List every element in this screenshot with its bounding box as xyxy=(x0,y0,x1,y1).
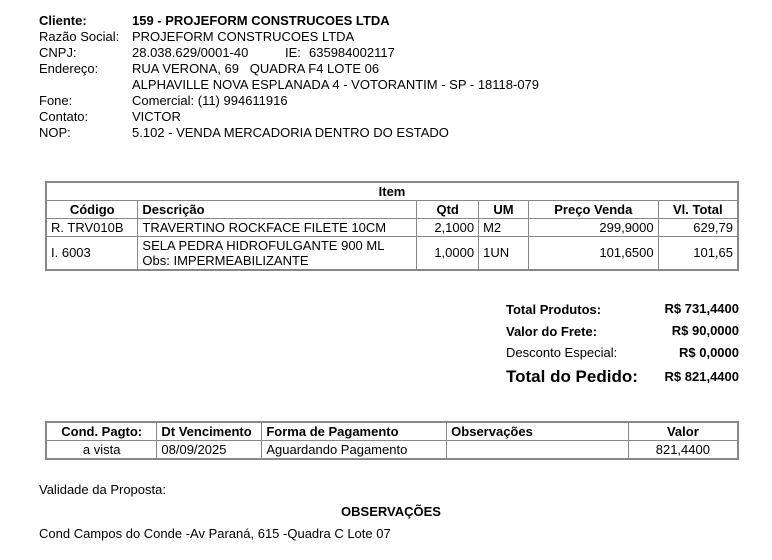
observacoes-title: OBSERVAÇÕES xyxy=(341,504,441,519)
item-qtd: 1,0000 xyxy=(417,237,479,270)
item-total: 101,65 xyxy=(658,237,738,270)
fone-label: Fone: xyxy=(39,93,73,108)
item-obs: Obs: IMPERMEABILIZANTE xyxy=(142,252,309,268)
item-descricao: TRAVERTINO ROCKFACE FILETE 10CM xyxy=(138,219,417,237)
item-qtd: 2,1000 xyxy=(417,219,479,237)
header-total: Vl. Total xyxy=(658,201,738,219)
table-row xyxy=(46,237,738,270)
total-pedido-label: Total do Pedido: xyxy=(506,367,638,386)
payment-valor: 821,4400 xyxy=(628,441,738,460)
endereco-line2: ALPHAVILLE NOVA ESPLANADA 4 - VOTORANTIM - SP - 18118-079 xyxy=(132,77,540,92)
desconto-value: R$ 0,0000 xyxy=(679,345,739,360)
item-total: 629,79 xyxy=(658,219,738,237)
contato-value: VICTOR xyxy=(132,109,181,124)
item-preco: 299,9000 xyxy=(528,219,658,237)
contato-label: Contato: xyxy=(39,109,89,124)
validade-proposta: Validade da Proposta: xyxy=(39,482,166,497)
endereco-line1: RUA VERONA, 69 QUADRA F4 LOTE 06 xyxy=(132,61,380,76)
item-descricao: SELA PEDRA HIDROFULGANTE 900 ML xyxy=(142,237,385,253)
observacoes-text: Cond Campos do Conde -Av Paraná, 615 -Quadra C Lote 07 xyxy=(39,526,391,541)
total-pedido-value: R$ 821,4400 xyxy=(664,369,739,384)
header-valor: Valor xyxy=(628,422,738,441)
header-descricao: Descrição xyxy=(138,201,417,219)
cnpj-label: CNPJ: xyxy=(39,45,77,60)
header-codigo: Código xyxy=(46,201,138,219)
item-codigo: R. TRV010B xyxy=(46,219,138,237)
payment-forma: Aguardando Pagamento xyxy=(262,441,447,460)
total-produtos-label: Total Produtos: xyxy=(506,302,602,317)
payment-venc: 08/09/2025 xyxy=(157,441,262,460)
razao-label: Razão Social: xyxy=(39,29,120,44)
header-dt-vencimento: Dt Vencimento xyxy=(157,422,262,441)
header-cond-pagto: Cond. Pagto: xyxy=(46,422,157,441)
fone-value: Comercial: (11) 994611916 xyxy=(132,93,288,108)
header-forma-pagamento: Forma de Pagamento xyxy=(262,422,447,441)
table-row xyxy=(46,441,738,460)
cliente-value: 159 - PROJEFORM CONSTRUCOES LTDA xyxy=(132,13,390,28)
items-table xyxy=(45,181,739,271)
desconto-label: Desconto Especial: xyxy=(506,345,618,360)
total-produtos-value: R$ 731,4400 xyxy=(664,301,739,316)
nop-value: 5.102 - VENDA MERCADORIA DENTRO DO ESTADO xyxy=(132,125,449,140)
items-title: Item xyxy=(46,182,738,201)
razao-value: PROJEFORM CONSTRUCOES LTDA xyxy=(132,29,355,44)
payment-header-row xyxy=(46,422,738,441)
nop-label: NOP: xyxy=(39,125,71,140)
header-preco: Preço Venda xyxy=(528,201,658,219)
table-row xyxy=(46,219,738,237)
frete-value: R$ 90,0000 xyxy=(671,323,739,338)
item-codigo: I. 6003 xyxy=(46,237,138,270)
ie-label: IE: xyxy=(285,45,301,60)
header-um: UM xyxy=(479,201,529,219)
header-qtd: Qtd xyxy=(417,201,479,219)
item-preco: 101,6500 xyxy=(528,237,658,270)
item-um: M2 xyxy=(479,219,529,237)
endereco-label: Endereço: xyxy=(39,61,99,76)
payment-obs xyxy=(447,441,629,460)
ie-value: 635984002117 xyxy=(309,45,395,60)
item-um: 1UN xyxy=(479,237,529,270)
cnpj-value: 28.038.629/0001-40 xyxy=(132,45,249,60)
cliente-label: Cliente: xyxy=(39,13,87,28)
frete-label: Valor do Frete: xyxy=(506,324,598,339)
payment-table xyxy=(45,421,739,460)
payment-cond: a vista xyxy=(46,441,157,460)
items-header-row xyxy=(46,201,738,219)
header-observacoes: Observações xyxy=(447,422,629,441)
